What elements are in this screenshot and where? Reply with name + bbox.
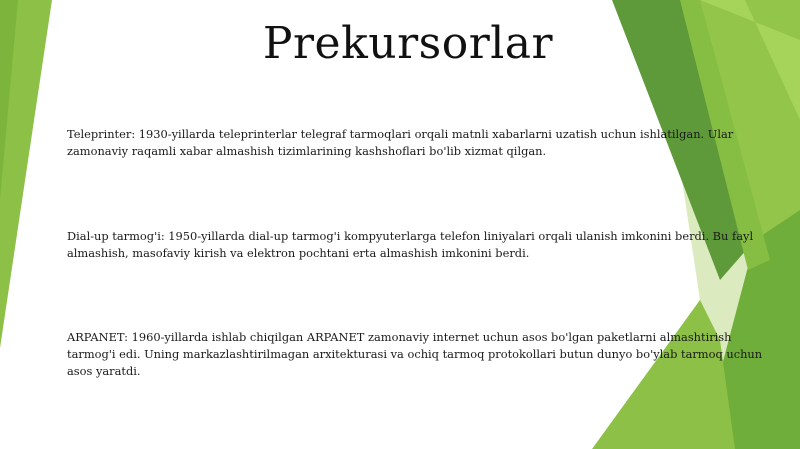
paragraph-arpanet: ARPANET: 1960-yillarda ishlab chiqilgan ARPANET zamonaviy internet uchun asos bo'lgan paketlarni almashtirish tarmog'i edi. Uning markazlashtirilmagan arxitekturasi va ochiq tarmoq protokollari butun dunyo bo'ylab tarmoq uchun asos yaratdi. [67, 330, 763, 378]
paragraph-dial-up: Dial-up tarmog'i: 1950-yillarda dial-up tarmog'i kompyuterlarga telefon liniyalari orqali ulanish imkonini berdi. Bu fayl almashish, masofaviy kirish va elektron pochtani erta almashish imkonini berdi. [67, 229, 754, 260]
slide-title: Prekursorlar [262, 18, 554, 69]
paragraph-teleprinter: Teleprinter: 1930-yillarda teleprinterlar telegraf tarmoqlari orqali matnli xabarlarni uzatish uchun ishlatilgan. Ular zamonaviy raqamli xabar almashish tizimlarining kashshoflari bo'lib xizmat qilgan. [67, 127, 734, 158]
